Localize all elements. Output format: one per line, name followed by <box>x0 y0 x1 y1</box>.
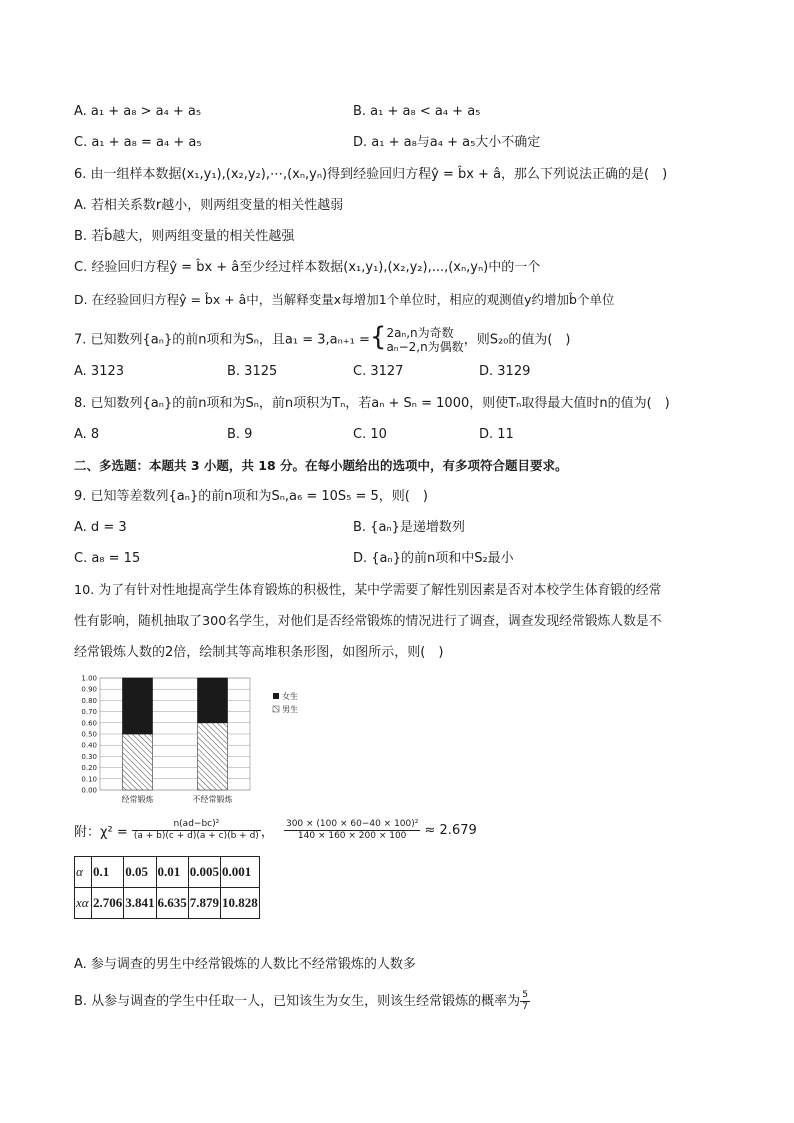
formula-numerator: n(ad−bc)² <box>132 819 261 831</box>
formula-fraction <box>132 819 261 842</box>
q7-stem-post: ，则S₂₀的值为( ) <box>463 332 571 348</box>
q7-option-b: B. 3125 <box>227 364 278 379</box>
y-tick-label: 0.90 <box>81 685 97 694</box>
q8-option-b: B. 9 <box>227 427 253 442</box>
y-tick-label: 0.40 <box>81 741 97 750</box>
table-cell: 0.005 <box>188 857 220 888</box>
y-tick-label: 0.80 <box>81 696 97 705</box>
calc-numerator: 300 × (100 × 60−40 × 100)² <box>285 819 419 829</box>
y-tick-label: 0.20 <box>81 764 97 773</box>
critical-value-table <box>74 856 260 919</box>
q9-option-b: B. {aₙ}是递增数列 <box>353 520 465 535</box>
q9-stem: 9. 已知等差数列{aₙ}的前n项和为Sₙ,a₆ = 10S₅ = 5，则( ) <box>74 489 428 504</box>
fraction-denominator: 7 <box>522 1002 528 1012</box>
q5-option-c: C. a₁ + a₈ = a₄ + a₅ <box>74 135 202 150</box>
chi-square-formula: 附：χ² = $\frac{\text{n(ad−bc)²}}{(a + b)(c + d)(a + c)(b + d)}$ ， $\frac{\text{300 × (100 × 60−40 × 100)²}}{140 \times 160 \times 200 \times 100}$ ≈ 2.679 <box>74 819 477 841</box>
stacked-bar-chart <box>70 672 370 812</box>
q10-option-b-fraction <box>520 990 530 1013</box>
bar-male <box>198 723 228 790</box>
q7-option-a: A. 3123 <box>74 364 125 379</box>
calc-result: ≈ 2.679 <box>424 823 477 838</box>
q7-case-even: aₙ−2,n为偶数 <box>386 340 464 354</box>
q8-stem: 8. 已知数列{aₙ}的前n项和为Sₙ，前n项积为Tₙ，若aₙ + Sₙ = 1000，则使Tₙ取得最大值时n的值为( ) <box>74 396 670 411</box>
q6-option-c: C. 经验回归方程ŷ = b̂x + â至少经过样本数据(x₁,y₁),(x₂,y₂),...,(xₙ,yₙ)中的一个 <box>74 260 541 275</box>
legend-swatch-female <box>273 693 279 699</box>
x-tick-label: 不经常锻炼 <box>192 795 233 804</box>
table-cell: 0.001 <box>221 857 260 888</box>
q5-option-a: A. a₁ + a₈ > a₄ + a₅ <box>74 104 202 119</box>
q7-stem <box>74 322 571 354</box>
q10-stem-line2: 性有影响，随机抽取了300名学生，对他们是否经常锻炼的情况进行了调查，调查发现经常锻炼人数是不 <box>74 614 662 629</box>
table-cell: 10.828 <box>221 888 260 919</box>
legend-swatch-male <box>273 706 279 712</box>
q7-stem-pre: 7. 已知数列{aₙ}的前n项和为Sₙ，且a₁ = 3,aₙ₊₁ = <box>74 332 370 348</box>
q7-option-d: D. 3129 <box>479 364 531 379</box>
q6-option-b: B. 若b̂越大，则两组变量的相关性越强 <box>74 229 295 244</box>
y-tick-label: 0.00 <box>81 786 97 795</box>
q10-stem-line3: 经常锻炼人数的2倍，绘制其等高堆积条形图，如图所示，则( ) <box>74 645 444 660</box>
q5-option-d: D. a₁ + a₈与a₄ + a₅大小不确定 <box>353 135 541 150</box>
y-tick-label: 0.50 <box>81 730 97 739</box>
calc-fraction <box>284 819 420 842</box>
q6-option-d: D. 在经验回归方程ŷ = b̂x + â中，当解释变量x每增加1个单位时，相应的观测值y约增加b̂个单位 <box>74 292 615 307</box>
legend-label-female: 女生 <box>282 692 298 701</box>
q9-option-c: C. a₈ = 15 <box>74 551 141 566</box>
table-cell: 6.635 <box>156 888 188 919</box>
q6-option-a: A. 若相关系数r越小，则两组变量的相关性越弱 <box>74 198 344 213</box>
q7-case-odd: 2aₙ,n为奇数 <box>386 326 454 340</box>
q8-option-c: C. 10 <box>353 427 387 442</box>
y-tick-label: 0.10 <box>81 775 97 784</box>
formula-prefix: 附：χ² = <box>74 825 128 840</box>
brace-icon: { <box>369 322 387 352</box>
section-heading: 二、多选题：本题共 3 小题，共 18 分。在每小题给出的选项中，有多项符合题目要求。 <box>74 458 568 473</box>
calc-denominator: 140 × 160 × 200 × 100 <box>297 831 407 841</box>
q8-option-d: D. 11 <box>479 427 514 442</box>
q6-stem: 6. 由一组样本数据(x₁,y₁),(x₂,y₂),⋯,(xₙ,yₙ)得到经验回归方程ŷ = b̂x + â，那么下列说法正确的是( ) <box>74 167 668 182</box>
formula-denominator: (a + b)(c + d)(a + c)(b + d) <box>133 831 259 841</box>
table-header-x: xα <box>75 888 92 919</box>
bar-female <box>123 678 153 734</box>
bar-male <box>123 734 153 790</box>
q7-option-c: C. 3127 <box>353 364 404 379</box>
legend-label-male: 男生 <box>282 705 298 714</box>
table-cell: 0.01 <box>156 857 188 888</box>
table-cell: 3.841 <box>124 888 156 919</box>
q10-option-b <box>74 990 530 1013</box>
q9-option-a: A. d = 3 <box>74 520 127 535</box>
table-row-alpha <box>75 857 260 888</box>
table-cell: 7.879 <box>188 888 220 919</box>
q10-option-a: A. 参与调查的男生中经常锻炼的人数比不经常锻炼的人数多 <box>74 957 416 972</box>
y-tick-label: 0.30 <box>81 752 97 761</box>
q10-stem-line1: 10. 为了有针对性地提高学生体育锻炼的积极性，某中学需要了解性别因素是否对本校学生体育锻的经常 <box>74 583 662 598</box>
table-cell: 0.1 <box>92 857 124 888</box>
y-tick-label: 0.70 <box>81 708 97 717</box>
y-tick-label: 0.60 <box>81 719 97 728</box>
q8-option-a: A. 8 <box>74 427 100 442</box>
fraction-numerator: 5 <box>522 990 528 1000</box>
table-header-alpha: α <box>75 857 92 888</box>
table-cell: 2.706 <box>92 888 124 919</box>
q9-option-d: D. {aₙ}的前n项和中S₂最小 <box>353 551 514 566</box>
q10-option-b-text: B. 从参与调查的学生中任取一人，已知该生为女生，则该生经常锻炼的概率为 <box>74 994 521 1009</box>
q5-option-b: B. a₁ + a₈ < a₄ + a₅ <box>353 104 481 119</box>
table-cell: 0.05 <box>124 857 156 888</box>
y-tick-label: 1.00 <box>81 674 97 683</box>
table-row-x <box>75 888 260 919</box>
bar-female <box>198 678 228 723</box>
x-tick-label: 经常锻炼 <box>121 795 154 804</box>
